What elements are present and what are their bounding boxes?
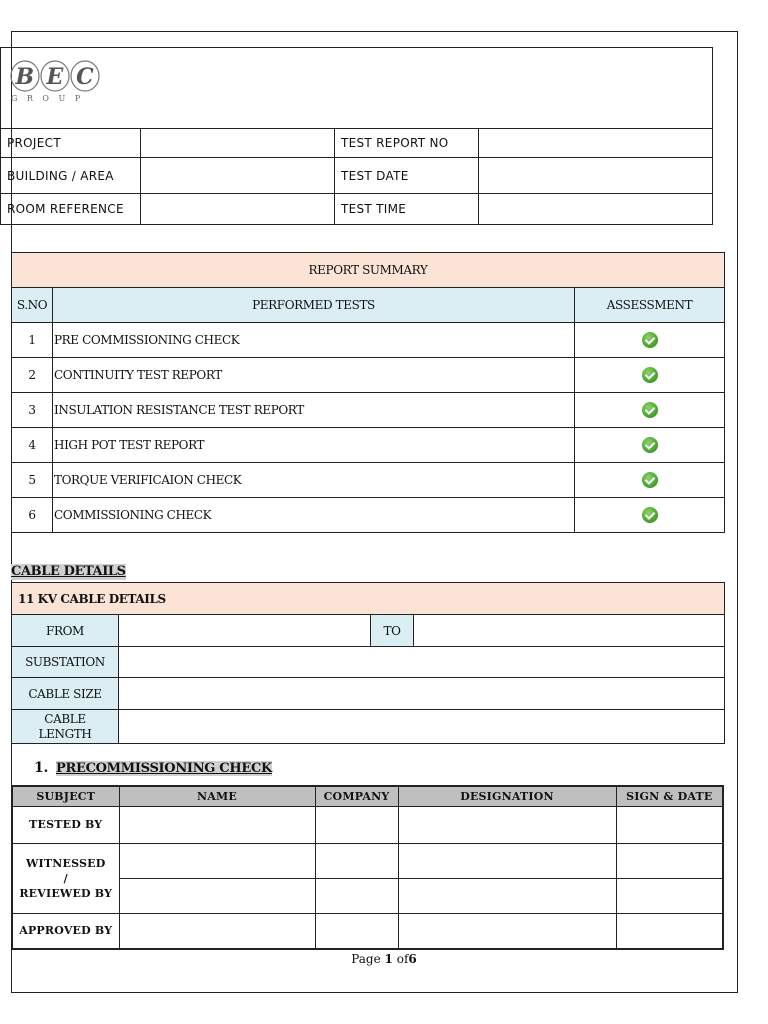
approved-by-sign-field[interactable]: [616, 913, 723, 949]
report-summary-title: REPORT SUMMARY: [12, 253, 725, 288]
check-icon: [642, 472, 658, 488]
col-performed-tests-header: PERFORMED TESTS: [53, 288, 575, 323]
row-test-name: INSULATION RESISTANCE TEST REPORT: [53, 393, 575, 428]
substation-label: SUBSTATION: [12, 647, 119, 678]
check-icon: [642, 507, 658, 523]
total-pages: 6: [408, 952, 417, 966]
logo-letter-b: B: [15, 64, 35, 90]
table-row: [12, 358, 725, 393]
test-date-field[interactable]: [479, 158, 713, 194]
reviewed-name-field[interactable]: [119, 878, 315, 913]
witnessed-reviewed-label: [12, 843, 119, 913]
approved-by-company-field[interactable]: [315, 913, 398, 949]
building-area-field[interactable]: [141, 158, 335, 194]
col-assessment-header: ASSESSMENT: [575, 288, 725, 323]
reviewed-company-field[interactable]: [315, 878, 398, 913]
signoff-table: [11, 785, 724, 950]
check-icon: [642, 367, 658, 383]
check-icon: [642, 332, 658, 348]
test-time-label: TEST TIME: [335, 194, 479, 225]
row-sno: 4: [12, 428, 53, 463]
project-label: PROJECT: [1, 129, 141, 158]
row-sno: 1: [12, 323, 53, 358]
cable-length-label-line2: LENGTH: [38, 726, 92, 741]
cable-size-label: CABLE SIZE: [12, 678, 119, 710]
row-sno: 5: [12, 463, 53, 498]
current-page: 1: [384, 952, 393, 966]
witnessed-slash: /: [63, 871, 68, 885]
witnessed-company-field[interactable]: [315, 843, 398, 878]
cable-length-label-line1: CABLE: [44, 711, 86, 726]
page-word: Page: [351, 952, 381, 966]
tested-by-name-field[interactable]: [119, 806, 315, 843]
table-row: [12, 393, 725, 428]
row-sno: 6: [12, 498, 53, 533]
tested-by-designation-field[interactable]: [398, 806, 616, 843]
row-assessment: [575, 393, 725, 428]
row-test-name: TORQUE VERIFICAION CHECK: [53, 463, 575, 498]
test-time-field[interactable]: [479, 194, 713, 225]
approved-by-designation-field[interactable]: [398, 913, 616, 949]
bec-group-logo: [9, 58, 105, 110]
cable-details-table: [11, 582, 725, 744]
project-field[interactable]: [141, 129, 335, 158]
logo-letter-e: E: [46, 64, 64, 90]
to-field[interactable]: [414, 615, 725, 647]
reviewed-sign-field[interactable]: [616, 878, 723, 913]
col-name-header: NAME: [119, 786, 315, 806]
tested-by-sign-field[interactable]: [616, 806, 723, 843]
table-row: [12, 428, 725, 463]
from-field[interactable]: [119, 615, 371, 647]
precommissioning-heading: [34, 760, 272, 776]
cable-size-field[interactable]: [119, 678, 725, 710]
substation-field[interactable]: [119, 647, 725, 678]
row-assessment: [575, 463, 725, 498]
page-number-footer: [0, 952, 768, 966]
report-summary-table: [11, 252, 725, 533]
logo-letter-c: C: [76, 64, 94, 90]
witnessed-name-field[interactable]: [119, 843, 315, 878]
section-title: PRECOMMISSIONING CHECK: [56, 761, 272, 776]
report-header-table: [0, 47, 713, 225]
room-reference-field[interactable]: [141, 194, 335, 225]
room-reference-label: ROOM REFERENCE: [1, 194, 141, 225]
col-designation-header: DESIGNATION: [398, 786, 616, 806]
approved-by-name-field[interactable]: [119, 913, 315, 949]
witnessed-label: WITNESSED: [26, 856, 106, 870]
tested-by-label: TESTED BY: [12, 806, 119, 843]
test-report-no-label: TEST REPORT NO: [335, 129, 479, 158]
check-icon: [642, 402, 658, 418]
row-sno: 3: [12, 393, 53, 428]
cable-section-title: 11 KV CABLE DETAILS: [12, 583, 725, 615]
section-number: 1.: [34, 760, 49, 776]
table-row: [12, 463, 725, 498]
check-icon: [642, 437, 658, 453]
col-subject-header: SUBJECT: [12, 786, 119, 806]
witnessed-designation-field[interactable]: [398, 843, 616, 878]
row-test-name: HIGH POT TEST REPORT: [53, 428, 575, 463]
cable-details-heading: CABLE DETAILS: [11, 564, 126, 579]
logo-cell: [1, 48, 713, 129]
row-assessment: [575, 323, 725, 358]
row-test-name: PRE COMMISSIONING CHECK: [53, 323, 575, 358]
from-label: FROM: [12, 615, 119, 647]
table-row: [12, 498, 725, 533]
reviewed-designation-field[interactable]: [398, 878, 616, 913]
tested-by-company-field[interactable]: [315, 806, 398, 843]
row-assessment: [575, 358, 725, 393]
approved-by-label: APPROVED BY: [12, 913, 119, 949]
logo-subtitle: GROUP: [11, 94, 90, 103]
col-sno-header: S.NO: [12, 288, 53, 323]
col-company-header: COMPANY: [315, 786, 398, 806]
building-area-label: BUILDING / AREA: [1, 158, 141, 194]
row-test-name: COMMISSIONING CHECK: [53, 498, 575, 533]
row-assessment: [575, 428, 725, 463]
reviewed-by-label: REVIEWED BY: [19, 886, 113, 900]
row-test-name: CONTINUITY TEST REPORT: [53, 358, 575, 393]
cable-length-field[interactable]: [119, 710, 725, 744]
test-report-no-field[interactable]: [479, 129, 713, 158]
to-label: TO: [371, 615, 414, 647]
cable-length-label: [12, 710, 119, 744]
witnessed-sign-field[interactable]: [616, 843, 723, 878]
test-date-label: TEST DATE: [335, 158, 479, 194]
col-sign-date-header: SIGN & DATE: [616, 786, 723, 806]
row-sno: 2: [12, 358, 53, 393]
of-word: of: [396, 952, 409, 966]
row-assessment: [575, 498, 725, 533]
table-row: [12, 323, 725, 358]
